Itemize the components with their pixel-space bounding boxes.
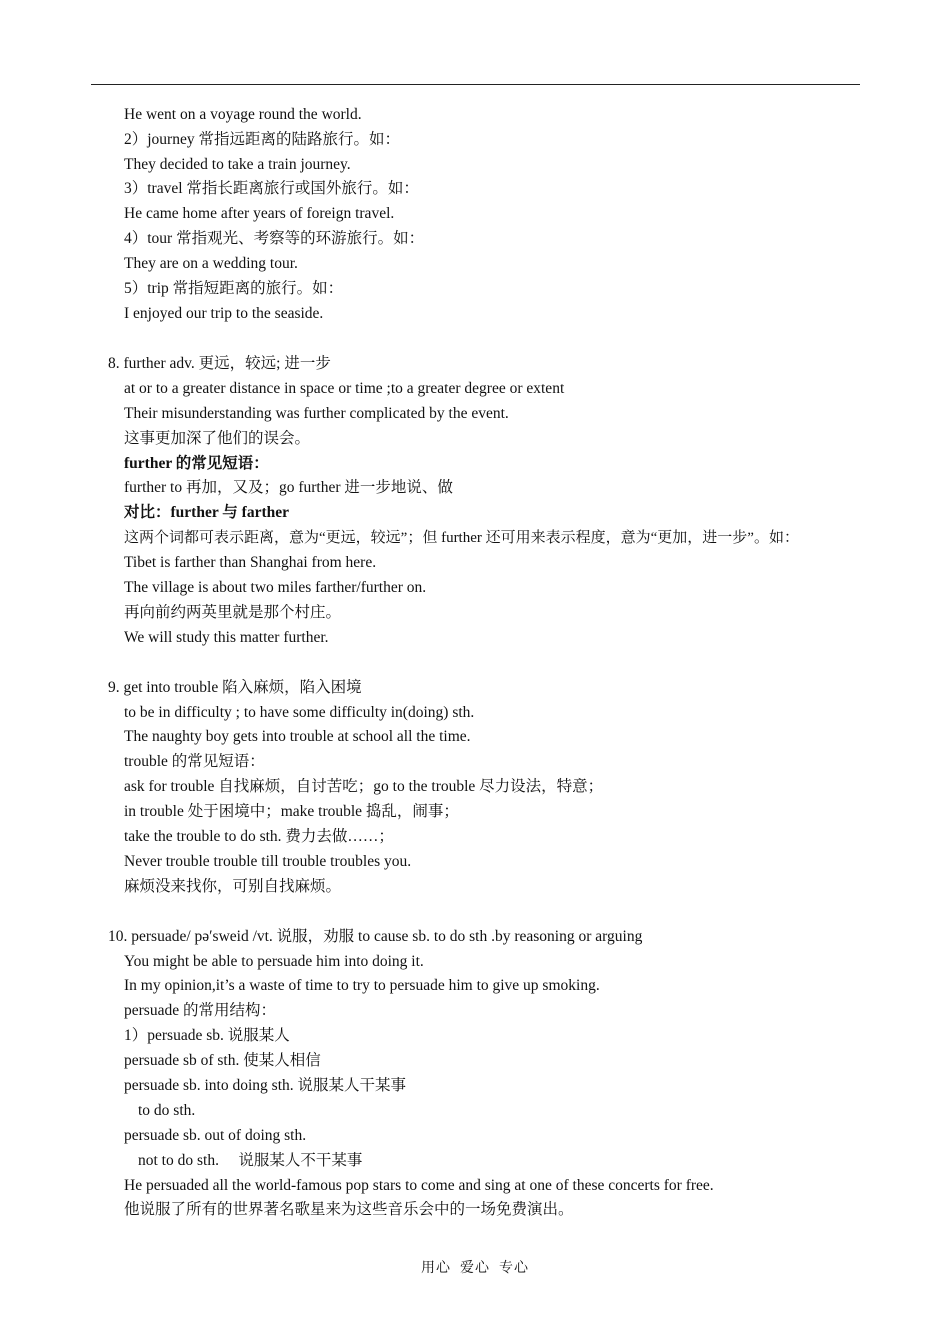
bold-subheading: further 的常见短语： [124,455,269,472]
text-line: They decided to take a train journey. [124,156,351,173]
text-line: The village is about two miles farther/further on. [124,579,427,596]
text-line: The naughty boy gets into trouble at school all the time. [124,728,471,745]
text-line: 1）persuade sb. 说服某人 [124,1027,290,1044]
text-line: You might be able to persuade him into doing it. [124,953,424,970]
text-line: 4）tour 常指观光、考察等的环游旅行。如： [124,230,425,247]
entry-heading-get-into-trouble: 9. get into trouble 陷入麻烦，陷入困境 [108,679,362,696]
text-line: 这两个词都可表示距离，意为“更远，较远”；但 further 还可用来表示程度，意为“更加，进一步”。如： [124,530,799,546]
text-line: 这事更加深了他们的误会。 [124,430,311,447]
text-line: 麻烦没来找你，可别自找麻烦。 [124,878,342,895]
text-line: We will study this matter further. [124,629,329,646]
bold-subheading: 对比：further 与 farther [124,504,290,521]
text-line: He came home after years of foreign travel. [124,205,395,222]
header-rule [91,84,860,85]
text-line: to do sth. [138,1102,196,1119]
text-line: persuade sb. into doing sth. 说服某人干某事 [124,1077,406,1094]
text-line: Their misunderstanding was further complicated by the event. [124,405,509,422]
text-line: 再向前约两英里就是那个村庄。 [124,604,342,621]
text-line: 3）travel 常指长距离旅行或国外旅行。如： [124,180,419,197]
page-footer: 用心 爱心 专心 [421,1261,529,1276]
text-line: at or to a greater distance in space or time ;to a greater degree or extent [124,380,565,397]
entry-heading-persuade: 10. persuade/ pə′sweid /vt. 说服，劝服 to cause sb. to do sth .by reasoning or arguing [108,928,643,945]
text-line: in trouble 处于困境中；make trouble 捣乱，闹事； [124,803,459,820]
text-line: He went on a voyage round the world. [124,106,362,123]
entry-heading-further: 8. further adv. 更远，较远; 进一步 [108,355,331,372]
text-line: They are on a wedding tour. [124,255,298,272]
text-line: further to 再加，又及；go further 进一步地说、做 [124,479,453,496]
text-line: 5）trip 常指短距离的旅行。如： [124,280,344,297]
text-line: not to do sth. 说服某人不干某事 [138,1152,363,1169]
text-line: 他说服了所有的世界著名歌星来为这些音乐会中的一场免费演出。 [124,1201,574,1218]
text-line: take the trouble to do sth. 费力去做……； [124,828,394,845]
text-line: persuade sb. out of doing sth. [124,1127,307,1144]
text-line: In my opinion,it’s a waste of time to try to persuade him to give up smoking. [124,977,600,994]
text-line: I enjoyed our trip to the seaside. [124,305,324,322]
text-line: ask for trouble 自找麻烦，自讨苦吃；go to the trouble 尽力设法，特意； [124,778,604,795]
text-line: to be in difficulty ; to have some difficulty in(doing) sth. [124,704,475,721]
text-line: 2）journey 常指远距离的陆路旅行。如： [124,131,400,148]
text-line: Never trouble trouble till trouble troubles you. [124,853,412,870]
text-line: persuade sb of sth. 使某人相信 [124,1052,321,1069]
text-line: persuade 的常用结构： [124,1002,276,1019]
text-line: Tibet is farther than Shanghai from here. [124,554,377,571]
text-line: trouble 的常见短语： [124,753,265,770]
text-line: He persuaded all the world-famous pop stars to come and sing at one of these concerts for free. [124,1177,714,1194]
